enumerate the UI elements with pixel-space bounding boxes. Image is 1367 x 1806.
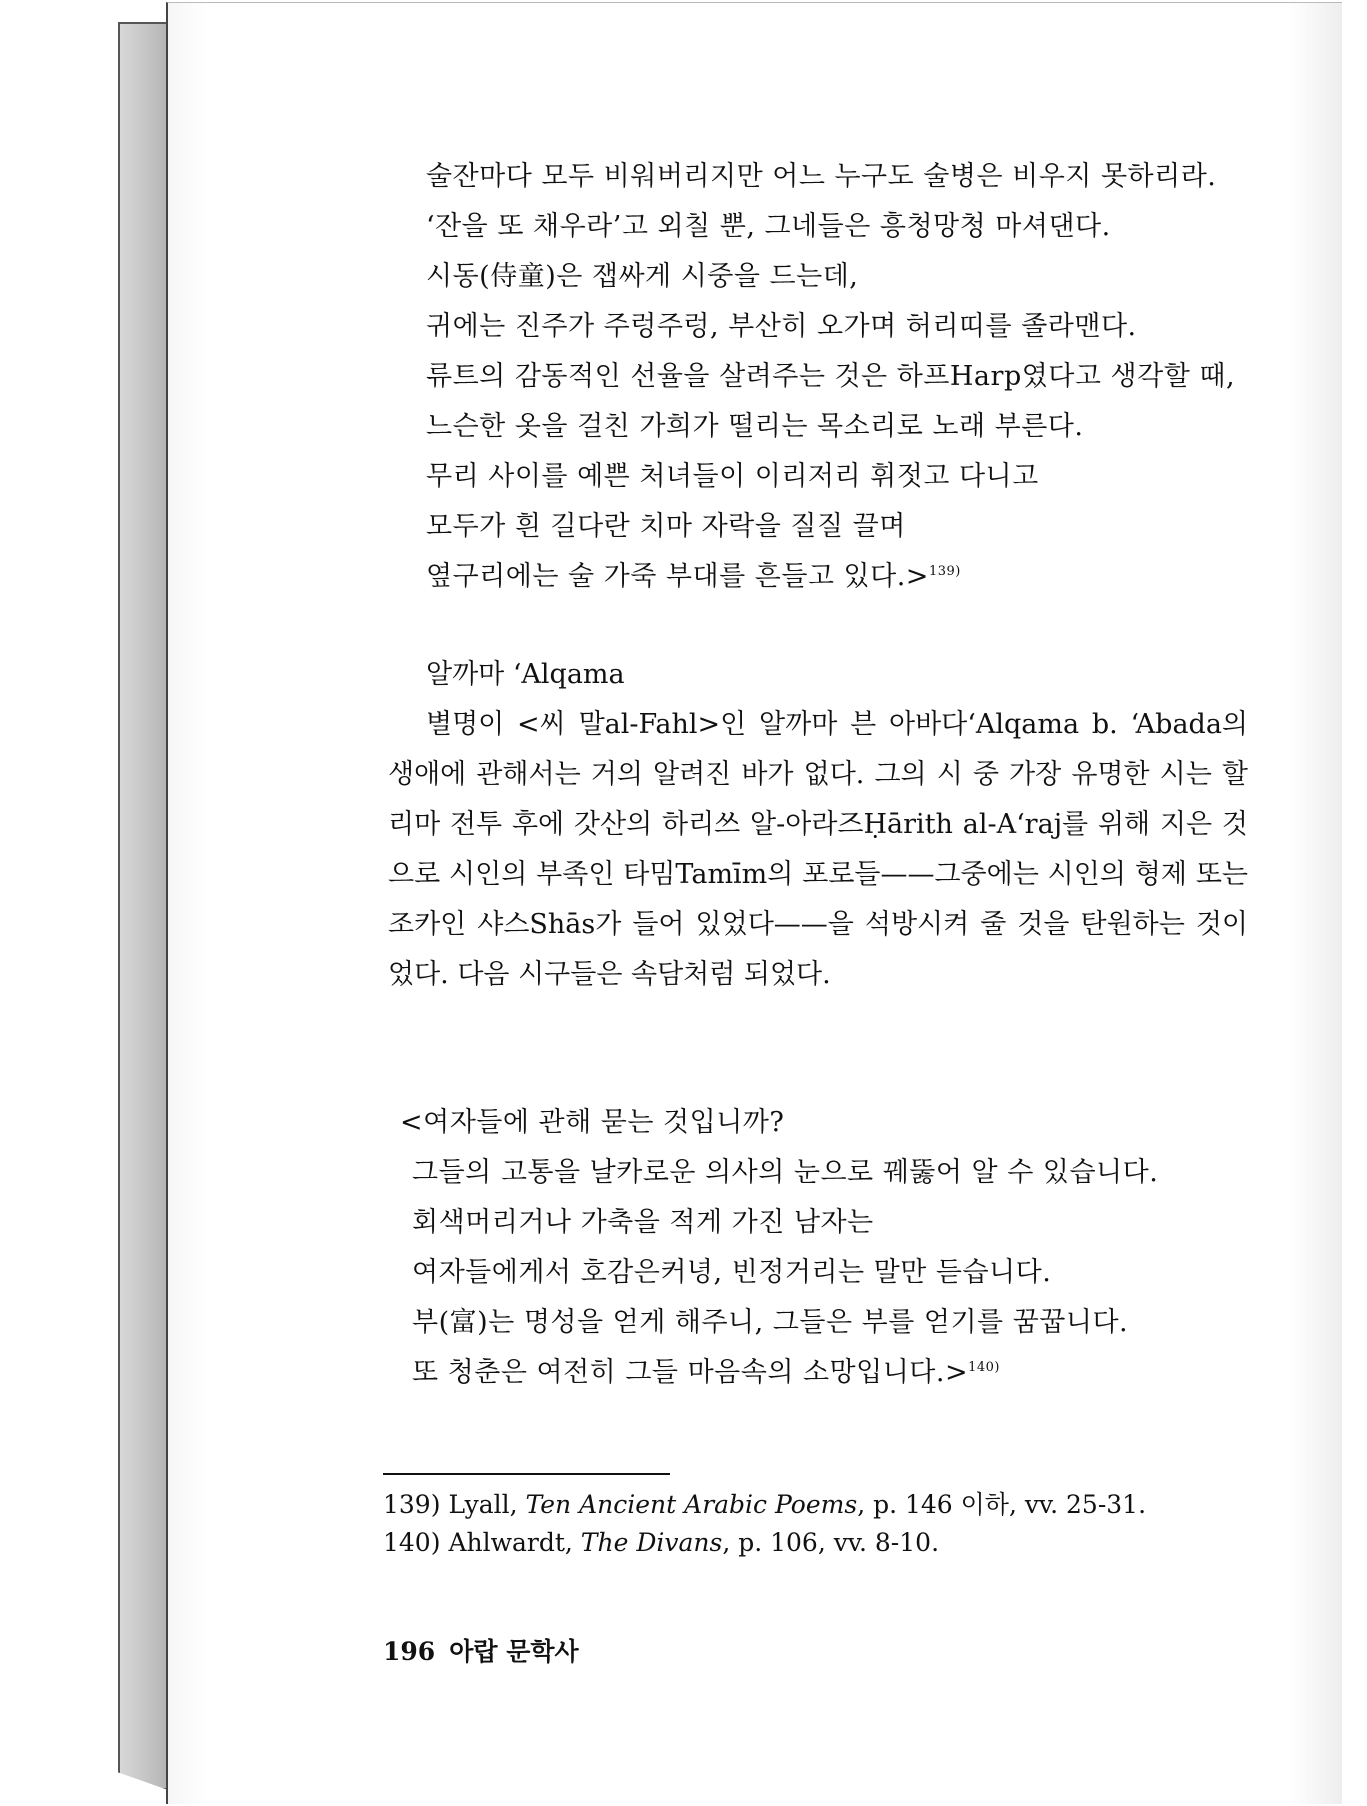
footnote-ref: 139) <box>928 564 961 579</box>
poem-line-last <box>400 1348 1220 1398</box>
poem-line: 시동(侍童)은 잽싸게 시중을 드는데, <box>426 261 859 292</box>
footnote-ref: 140) <box>968 1360 1000 1375</box>
poem-line-text: 또 청춘은 여전히 그들 마음속의 소망입니다.> <box>412 1357 969 1388</box>
footnote-detail: , p. 146 이하, vv. 25-31. <box>857 1490 1147 1519</box>
running-title: 아랍 문학사 <box>449 1637 579 1666</box>
poem-line: 술잔마다 모두 비워버리지만 어느 누구도 술병은 비우지 못하리라. <box>426 161 1217 192</box>
poem-line: <여자들에 관해 묻는 것입니까? <box>400 1107 785 1138</box>
footnote-title: The Divans <box>580 1528 723 1557</box>
section-heading: 알까마 ‘Alqama <box>426 659 625 690</box>
poem-line: 류트의 감동적인 선율을 살려주는 것은 하프Harp였다고 생각할 때, <box>426 361 1236 392</box>
poem-line: 회색머리거나 가축을 적게 가진 남자는 <box>412 1207 874 1238</box>
page-number: 196 <box>383 1637 436 1666</box>
poem-line: 모두가 흰 길다란 치마 자락을 질질 끌며 <box>426 511 906 542</box>
footnote-139 <box>383 1486 1243 1524</box>
footnotes <box>383 1486 1243 1562</box>
poem-line-last <box>426 552 1246 602</box>
footnote-number: 140) <box>383 1528 441 1557</box>
poem-line: 그들의 고통을 날카로운 의사의 눈으로 꿰뚫어 알 수 있습니다. <box>412 1157 1159 1188</box>
footnote-number: 139) <box>383 1490 441 1519</box>
prose-paragraph <box>388 700 1248 1000</box>
footnote-detail: , p. 106, vv. 8-10. <box>722 1528 940 1557</box>
book-spine <box>118 22 168 1790</box>
poem-block-1 <box>426 152 1246 602</box>
footnote-author: Ahlwardt, <box>448 1528 581 1557</box>
paragraph-text: 별명이 <씨 말al-Fahl>인 알까마 븐 아바다‘Alqama b. ‘Abada의 생애에 관해서는 거의 알려진 바가 없다. 그의 시 중 가장 유명한 시는 할리마 전투 후에 갓산의 하리쓰 알-아라즈Ḥārith al-A‘raj를 위해 지은 것으로 시인의 부족인 타밈Tamīm의 포로들——그중에는 시인의 형제 또는 조카인 샤스Shās가 들어 있었다——을 석방시켜 줄 것을 탄원하는 것이었다. 다음 시구들은 속담처럼 되었다. <box>388 709 1248 990</box>
footnote-title: Ten Ancient Arabic Poems <box>525 1490 858 1519</box>
poem-line: 무리 사이를 예쁜 처녀들이 이리저리 휘젓고 다니고 <box>426 461 1039 492</box>
footnote-divider <box>383 1473 670 1475</box>
poem-line: 느슨한 옷을 걸친 가희가 떨리는 목소리로 노래 부른다. <box>426 411 1084 442</box>
footnote-140 <box>383 1524 1243 1562</box>
poem-line: 부(富)는 명성을 얻게 해주니, 그들은 부를 얻기를 꿈꿉니다. <box>412 1307 1129 1338</box>
poem-line: 귀에는 진주가 주렁주렁, 부산히 오가며 허리띠를 졸라맨다. <box>426 311 1137 342</box>
footnote-author: Lyall, <box>448 1490 526 1519</box>
poem-line: 여자들에게서 호감은커녕, 빈정거리는 말만 듣습니다. <box>412 1257 1052 1288</box>
poem-block-2 <box>400 1098 1220 1398</box>
page-footer <box>383 1632 593 1672</box>
poem-line-text: 옆구리에는 술 가죽 부대를 흔들고 있다.> <box>426 561 929 592</box>
poem-line: ‘잔을 또 채우라’고 외칠 뿐, 그네들은 흥청망청 마셔댄다. <box>426 211 1111 242</box>
